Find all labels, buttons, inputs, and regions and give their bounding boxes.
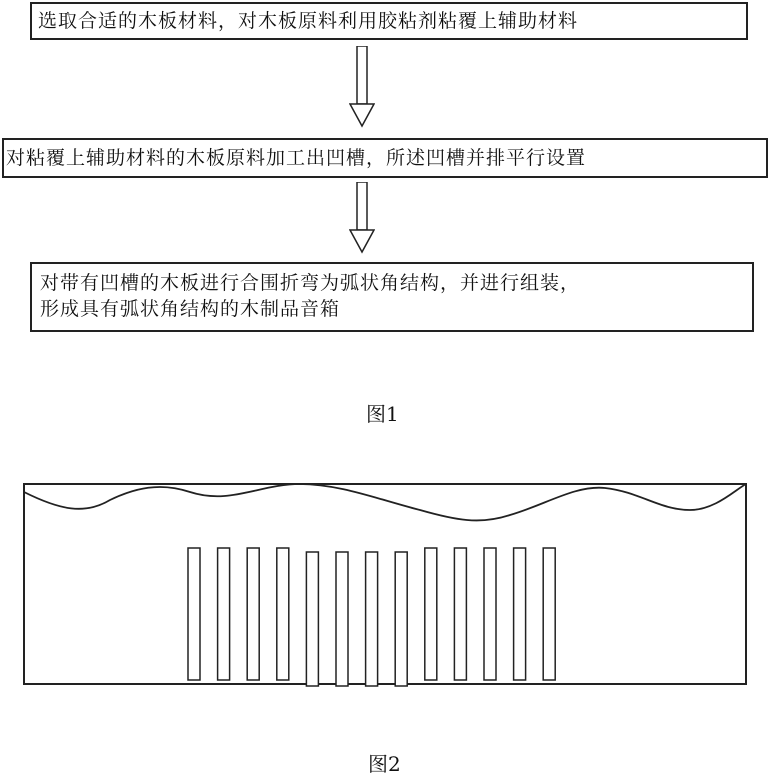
groove <box>306 552 318 686</box>
groove <box>188 548 200 680</box>
down-arrow-icon <box>349 46 375 128</box>
flow-step-1 <box>30 2 748 40</box>
groove <box>336 552 348 686</box>
figure-2-caption: 图2 <box>368 752 401 776</box>
flow-step-3-text-line-1: 对带有凹槽的木板进行合围折弯为弧状角结构，并进行组装， <box>40 272 581 294</box>
groove <box>247 548 259 680</box>
groove <box>277 548 289 680</box>
flow-step-2-text: 对粘覆上辅助材料的木板原料加工出凹槽，所述凹槽并排平行设置 <box>6 147 587 169</box>
groove <box>454 548 466 680</box>
flow-step-3 <box>30 262 754 332</box>
board-outline <box>24 484 746 684</box>
groove <box>218 548 230 680</box>
flow-step-2 <box>2 138 768 178</box>
figure-1-caption: 图1 <box>366 402 399 426</box>
groove <box>514 548 526 680</box>
groove <box>425 548 437 680</box>
flow-step-1-text: 选取合适的木板材料，对木板原料利用胶粘剂粘覆上辅助材料 <box>38 10 579 32</box>
down-arrow-icon <box>349 182 375 254</box>
grooved-board-diagram <box>0 470 773 690</box>
groove <box>366 552 378 686</box>
groove <box>484 548 496 680</box>
groove <box>543 548 555 680</box>
groove <box>395 552 407 686</box>
flow-step-3-text-line-2: 形成具有弧状角结构的木制品音箱 <box>40 298 341 320</box>
